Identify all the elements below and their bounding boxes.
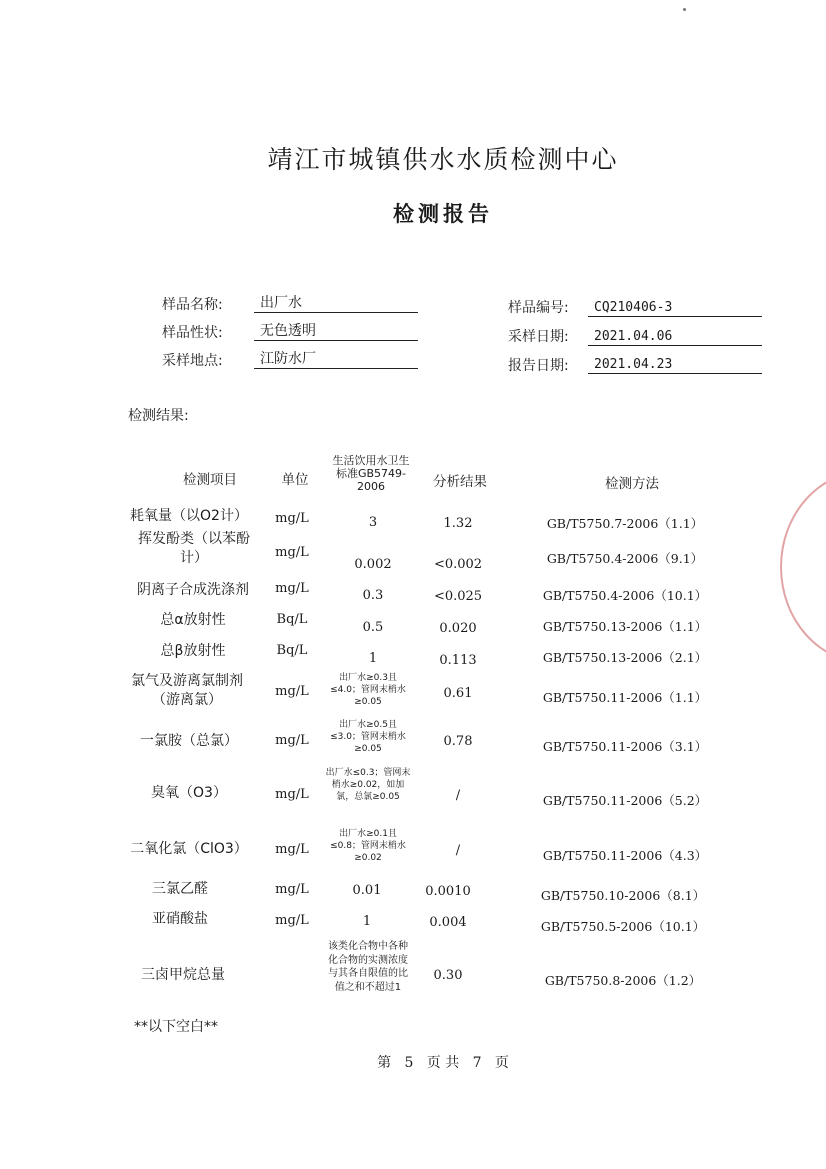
row10-standard: 0.01 [352,883,382,898]
row8-result: / [455,788,461,803]
sampling-date-value: 2021.04.06 [588,327,762,346]
row6-standard: 出厂水≥0.3且≤4.0；管网末梢水≥0.05 [330,673,406,707]
row3-unit: mg/L [275,581,309,596]
header-standard: 生活饮用水卫生标准GB5749-2006 [332,454,410,493]
sampling-date-label: 采样日期: [508,329,569,345]
row3-method: GB/T5750.4-2006（10.1） [542,588,708,603]
results-label: 检测结果: [128,408,189,424]
header-unit: 单位 [281,472,309,488]
row6-unit: mg/L [275,684,309,699]
sampling-location-value: 江防水厂 [254,350,418,369]
row2-standard: 0.002 [354,557,392,572]
row12-method: GB/T5750.8-2006（1.2） [544,973,702,988]
page-total: 7 [472,1055,482,1071]
report-title: 检测报告 [393,202,493,226]
row5-method: GB/T5750.13-2006（2.1） [542,650,708,665]
row7-item: 一氯胺（总氯） [140,733,238,749]
row1-unit: mg/L [275,511,309,526]
row4-method: GB/T5750.13-2006（1.1） [542,619,708,634]
row4-result: 0.020 [439,621,477,636]
row5-result: 0.113 [439,653,477,668]
row6-result: 0.61 [443,686,473,701]
row2-unit: mg/L [275,545,309,560]
row10-method: GB/T5750.10-2006（8.1） [540,888,706,903]
sample-name-label: 样品名称: [162,297,223,313]
row11-item: 亚硝酸盐 [152,911,208,927]
row12-result: 0.30 [433,968,463,983]
row11-result: 0.004 [429,915,467,930]
official-seal-stamp [780,470,826,664]
row6-method: GB/T5750.11-2006（1.1） [542,690,708,705]
row4-item: 总α放射性 [160,612,226,628]
header-method: 检测方法 [605,476,659,492]
row4-standard: 0.5 [362,620,384,635]
row12-standard: 该类化合物中各种化合物的实测浓度与其各自限值的比值之和不超过1 [328,941,408,993]
row9-item: 二氧化氯（ClO3） [130,841,248,857]
row1-standard: 3 [368,515,378,530]
row1-method: GB/T5750.7-2006（1.1） [546,516,704,531]
organization-title: 靖江市城镇供水水质检测中心 [267,145,619,174]
report-date-label: 报告日期: [508,358,569,374]
row8-item: 臭氧（O3） [151,785,227,801]
row9-result: / [455,843,461,858]
header-item: 检测项目 [183,472,237,488]
row7-method: GB/T5750.11-2006（3.1） [542,739,708,754]
row10-unit: mg/L [275,882,309,897]
sampling-location-label: 采样地点: [162,353,223,369]
sample-number-label: 样品编号: [508,300,569,316]
sample-number-value: CQ210406-3 [588,298,762,317]
row11-method: GB/T5750.5-2006（10.1） [540,919,706,934]
row11-standard: 1 [362,914,372,929]
page-suffix: 页 [494,1055,509,1071]
page-prefix: 第 [377,1055,392,1071]
row3-result: <0.025 [433,589,483,604]
row3-item: 阴离子合成洗涤剂 [137,582,249,598]
row8-unit: mg/L [275,787,309,802]
report-date-value: 2021.04.23 [588,355,762,374]
row4-unit: Bq/L [276,612,308,627]
page-number [0,1052,826,1072]
row5-item: 总β放射性 [160,643,226,659]
scan-speck [683,8,686,11]
row8-standard: 出厂水≤0.3；管网末梢水≥0.02，如加氯，总氯≥0.05 [325,768,411,802]
row2-result: <0.002 [433,557,483,572]
sample-name-value: 出厂水 [254,294,418,313]
row2-method: GB/T5750.4-2006（9.1） [546,551,704,566]
sample-property-label: 样品性状: [162,325,223,341]
row1-item: 耗氧量（以O2计） [130,508,248,524]
row7-result: 0.78 [443,734,473,749]
row1-result: 1.32 [443,516,473,531]
row11-unit: mg/L [275,913,309,928]
row7-standard: 出厂水≥0.5且≤3.0；管网末梢水≥0.05 [330,720,406,754]
row12-item: 三卤甲烷总量 [141,967,225,983]
row8-method: GB/T5750.11-2006（5.2） [542,793,708,808]
page-mid: 页 共 [426,1055,460,1071]
row10-item: 三氯乙醛 [152,881,208,897]
row2-item: 挥发酚类（以苯酚计） [138,531,250,566]
row7-unit: mg/L [275,733,309,748]
header-result: 分析结果 [433,474,487,490]
row9-method: GB/T5750.11-2006（4.3） [542,848,708,863]
row5-unit: Bq/L [276,643,308,658]
page-current: 5 [404,1055,414,1071]
sample-property-value: 无色透明 [254,322,418,341]
row5-standard: 1 [368,651,378,666]
row6-item: 氯气及游离氯制剂（游离氯） [131,673,243,708]
row10-result: 0.0010 [425,884,471,899]
row3-standard: 0.3 [362,588,384,603]
row9-standard: 出厂水≥0.1且≤0.8；管网末梢水≥0.02 [330,829,406,863]
row9-unit: mg/L [275,842,309,857]
blank-note: **以下空白** [134,1019,218,1035]
